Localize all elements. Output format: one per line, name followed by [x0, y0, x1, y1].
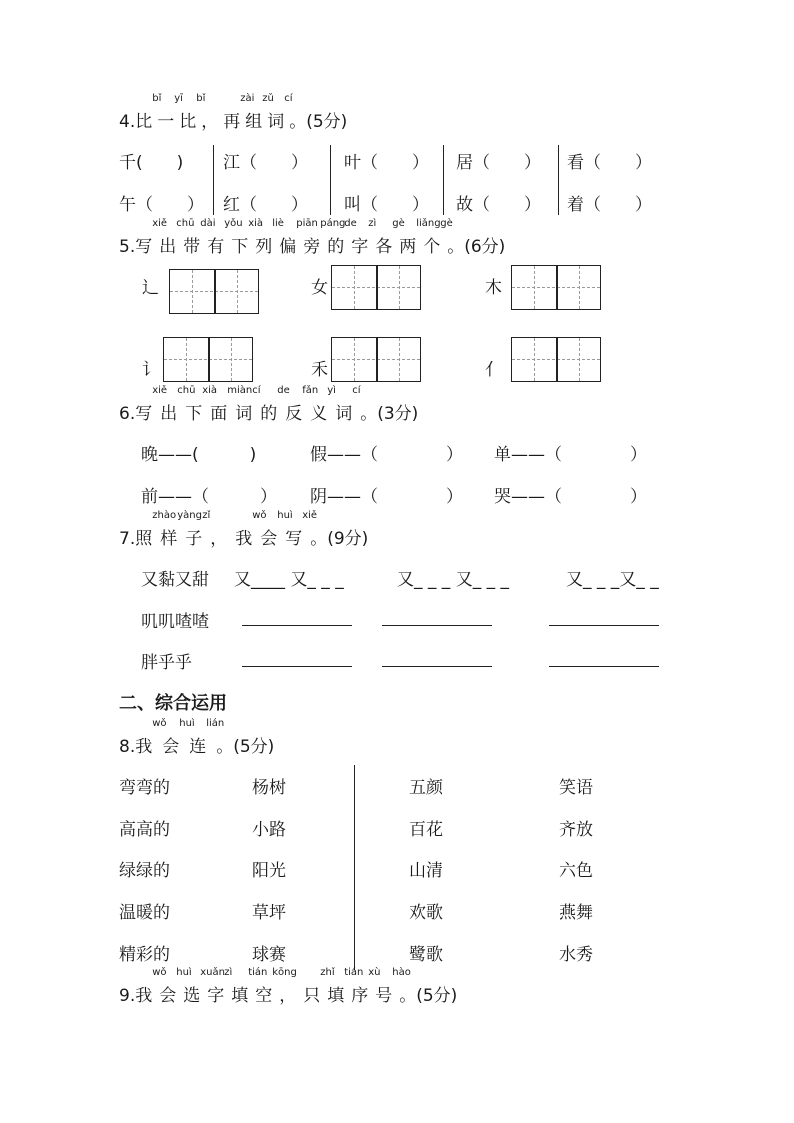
- writing-grid[interactable]: [511, 337, 601, 382]
- match-word[interactable]: 弯弯的: [119, 778, 170, 798]
- match-word[interactable]: 球赛: [252, 945, 286, 965]
- hanzi: 偏: [279, 237, 297, 257]
- match-word[interactable]: 百花: [409, 820, 443, 840]
- hanzi-with-pinyin: [179, 93, 206, 132]
- hanzi-with-pinyin: [210, 524, 227, 549]
- pinyin: xià: [248, 218, 264, 229]
- pinyin: zì: [224, 967, 233, 978]
- hanzi: 面: [210, 404, 228, 424]
- question-number: 4.: [119, 112, 136, 132]
- pinyin: wǒ: [152, 718, 167, 729]
- pinyin: dài: [200, 218, 216, 229]
- pinyin: yì: [327, 385, 336, 396]
- hanzi-with-pinyin: [351, 218, 377, 257]
- hanzi: 我: [135, 737, 153, 757]
- hanzi: 我: [135, 986, 153, 1006]
- match-word[interactable]: 燕舞: [559, 903, 593, 923]
- hanzi-with-pinyin: [135, 218, 168, 257]
- pinyin: zǔ: [262, 93, 274, 104]
- antonym-item: 阴——（ ）: [310, 487, 463, 507]
- q4-row2-item: 着（ ）: [567, 195, 652, 215]
- antonym-item: 哭——（ ）: [494, 487, 647, 507]
- hanzi-with-pinyin: [260, 385, 290, 424]
- hanzi: ，: [201, 112, 219, 132]
- pinyin: xiě: [152, 385, 168, 396]
- hanzi-with-pinyin: [135, 510, 177, 549]
- match-word[interactable]: 绿绿的: [119, 861, 170, 881]
- pinyin: liè: [272, 218, 284, 229]
- pinyin: xiě: [152, 218, 168, 229]
- match-word[interactable]: 欢歌: [409, 903, 443, 923]
- hanzi: 词: [267, 112, 285, 132]
- pinyin: zǐ: [202, 510, 211, 521]
- match-word[interactable]: 五颜: [409, 778, 443, 798]
- antonym-item: 前——（ ）: [141, 487, 277, 507]
- hanzi-with-pinyin: [231, 967, 268, 1006]
- match-word[interactable]: 山清: [409, 861, 443, 881]
- pinyin: gè: [392, 218, 405, 229]
- match-word[interactable]: 阳光: [252, 861, 286, 881]
- question-number: 8.: [119, 737, 136, 757]
- match-word[interactable]: 杨树: [252, 778, 286, 798]
- pinyin: kōng: [272, 967, 297, 978]
- writing-grid[interactable]: [331, 265, 421, 310]
- score-note: 。(5分): [289, 112, 348, 132]
- hanzi-with-pinyin: [375, 967, 411, 1006]
- hanzi: 写: [135, 237, 153, 257]
- hanzi-with-pinyin: [279, 218, 318, 257]
- answer-line[interactable]: [242, 625, 352, 626]
- hanzi: 出: [160, 404, 178, 424]
- pinyin: zhǐ: [320, 967, 335, 978]
- pinyin: yī: [174, 93, 183, 104]
- hanzi: 各: [375, 237, 393, 257]
- pinyin: huì: [179, 718, 195, 729]
- q4-divider: [213, 145, 214, 215]
- pinyin: zhào: [152, 510, 177, 521]
- radical-label: 女: [311, 278, 328, 298]
- q4-divider: [330, 145, 331, 215]
- q9-title: [119, 967, 458, 1006]
- hanzi: 填: [231, 986, 249, 1006]
- score-note: 。(9分): [310, 529, 369, 549]
- match-word[interactable]: 齐放: [559, 820, 593, 840]
- pinyin: huì: [176, 967, 192, 978]
- answer-line[interactable]: [382, 666, 492, 667]
- pinyin: bǐ: [196, 93, 206, 104]
- pinyin: tián: [248, 967, 268, 978]
- radical-label: 亻: [485, 360, 502, 380]
- hanzi-with-pinyin: [335, 385, 361, 424]
- pinyin: cí: [352, 385, 361, 396]
- q7-title: [119, 510, 369, 549]
- match-word[interactable]: 草坪: [252, 903, 286, 923]
- pattern-blank: 又____ 又_ _ _: [234, 570, 344, 590]
- pinyin: tián: [344, 967, 364, 978]
- radical-label: 讠: [142, 360, 159, 380]
- hanzi-with-pinyin: [135, 718, 167, 757]
- hanzi: 我: [235, 529, 253, 549]
- hanzi: 写: [285, 529, 303, 549]
- hanzi: 列: [255, 237, 273, 257]
- pinyin: xiě: [302, 510, 318, 521]
- hanzi: 个: [423, 237, 441, 257]
- radical-label: 木: [485, 278, 502, 298]
- hanzi: 选: [183, 986, 201, 1006]
- pinyin: huì: [277, 510, 293, 521]
- q4-row1-item: 看（ ）: [567, 153, 652, 173]
- pinyin: wǒ: [152, 967, 167, 978]
- q4-row1-item: 千( ): [119, 153, 184, 173]
- hanzi-with-pinyin: [399, 218, 441, 257]
- pinyin: bǐ: [152, 93, 162, 104]
- answer-line[interactable]: [549, 625, 659, 626]
- match-word[interactable]: 鹭歌: [409, 945, 443, 965]
- hanzi: 会: [260, 529, 278, 549]
- hanzi: 比: [179, 112, 197, 132]
- pinyin: yàng: [177, 510, 202, 521]
- pinyin: hào: [392, 967, 411, 978]
- writing-grid[interactable]: [169, 269, 259, 314]
- q4-row1-item: 江（ ）: [223, 153, 308, 173]
- hanzi-with-pinyin: [201, 107, 218, 132]
- hanzi: 组: [245, 112, 263, 132]
- hanzi: 反: [285, 404, 303, 424]
- hanzi: 照: [135, 529, 153, 549]
- match-word[interactable]: 六色: [559, 861, 593, 881]
- pinyin: chū: [176, 218, 195, 229]
- hanzi-with-pinyin: [235, 510, 267, 549]
- example-word: 又黏又甜: [141, 570, 209, 590]
- pinyin: fǎn: [302, 385, 319, 396]
- hanzi-with-pinyin: [223, 93, 255, 132]
- pattern-blank: 又_ _ _ 又_ _ _: [397, 570, 510, 590]
- pinyin: liǎng: [416, 218, 441, 229]
- hanzi: ，: [279, 986, 297, 1006]
- hanzi-with-pinyin: [162, 718, 195, 757]
- section-heading: 二、综合运用: [119, 693, 227, 714]
- match-word[interactable]: 高高的: [119, 820, 170, 840]
- question-number: 7.: [119, 529, 136, 549]
- match-word[interactable]: 小路: [252, 820, 286, 840]
- pinyin: piān: [296, 218, 318, 229]
- writing-grid[interactable]: [331, 337, 421, 382]
- pinyin: chū: [177, 385, 196, 396]
- q4-row1-item: 叶（ ）: [344, 153, 429, 173]
- hanzi: 填: [327, 986, 345, 1006]
- match-word[interactable]: 笑语: [559, 778, 593, 798]
- hanzi: 的: [327, 237, 345, 257]
- q8-title: [119, 718, 275, 757]
- hanzi: 只: [303, 986, 321, 1006]
- hanzi: 连: [189, 737, 207, 757]
- pinyin: cí: [252, 385, 261, 396]
- hanzi: 子: [185, 529, 203, 549]
- pinyin: de: [277, 385, 290, 396]
- pattern-blank: 又_ _ _又_ _: [566, 570, 659, 590]
- hanzi: ，: [210, 529, 228, 549]
- antonym-item: 晚——( ): [141, 445, 257, 465]
- question-number: 5.: [119, 237, 136, 257]
- hanzi: 号: [375, 986, 393, 1006]
- q6-title: [119, 385, 419, 424]
- score-note: 。(6分): [447, 237, 506, 257]
- score-note: 。(5分): [216, 737, 275, 757]
- hanzi: 词: [335, 404, 353, 424]
- hanzi: 下: [185, 404, 203, 424]
- pinyin: cí: [284, 93, 293, 104]
- hanzi: 旁: [303, 237, 321, 257]
- hanzi: 再: [223, 112, 241, 132]
- match-word[interactable]: 精彩的: [119, 945, 170, 965]
- answer-line[interactable]: [382, 625, 492, 626]
- writing-grid[interactable]: [511, 265, 601, 310]
- hanzi: 词: [235, 404, 253, 424]
- q5-title: [119, 218, 506, 257]
- hanzi: 序: [351, 986, 369, 1006]
- question-number: 9.: [119, 986, 136, 1006]
- match-word[interactable]: 水秀: [559, 945, 593, 965]
- radical-label: 辶: [142, 278, 159, 298]
- hanzi: 一: [157, 112, 175, 132]
- q4-row2-item: 午（ ）: [119, 195, 204, 215]
- writing-grid[interactable]: [163, 337, 253, 382]
- q4-row2-item: 故（ ）: [456, 195, 541, 215]
- question-number: 6.: [119, 404, 136, 424]
- score-note: 。(5分): [399, 986, 458, 1006]
- hanzi: 字: [207, 986, 225, 1006]
- answer-line[interactable]: [549, 666, 659, 667]
- hanzi-with-pinyin: [135, 93, 162, 132]
- answer-line[interactable]: [242, 666, 352, 667]
- hanzi: 下: [231, 237, 249, 257]
- pinyin: wǒ: [252, 510, 267, 521]
- hanzi: 会: [162, 737, 180, 757]
- pinyin: de: [344, 218, 357, 229]
- pinyin: xuǎn: [200, 967, 225, 978]
- q4-divider: [558, 145, 559, 215]
- pinyin: zì: [368, 218, 377, 229]
- hanzi: 写: [135, 404, 153, 424]
- score-note: 。(3分): [360, 404, 419, 424]
- example-word: 叽叽喳喳: [141, 612, 209, 632]
- hanzi: 比: [135, 112, 153, 132]
- hanzi: 有: [207, 237, 225, 257]
- hanzi: 出: [159, 237, 177, 257]
- match-word[interactable]: 温暖的: [119, 903, 170, 923]
- hanzi-with-pinyin: [260, 510, 293, 549]
- hanzi-with-pinyin: [135, 967, 167, 1006]
- q4-row2-item: 叫（ ）: [344, 195, 429, 215]
- pinyin: páng: [320, 218, 346, 229]
- hanzi: 样: [160, 529, 178, 549]
- hanzi: 会: [159, 986, 177, 1006]
- hanzi-with-pinyin: [375, 218, 405, 257]
- hanzi-with-pinyin: [279, 981, 296, 1006]
- hanzi: 带: [183, 237, 201, 257]
- hanzi: 两: [399, 237, 417, 257]
- pinyin: gè: [440, 218, 453, 229]
- pinyin: yǒu: [224, 218, 243, 229]
- hanzi: 字: [351, 237, 369, 257]
- pinyin: zài: [240, 93, 255, 104]
- pinyin: lián: [206, 718, 225, 729]
- pinyin: xià: [202, 385, 218, 396]
- hanzi: 义: [310, 404, 328, 424]
- antonym-item: 单——（ ）: [494, 445, 647, 465]
- pinyin: miàn: [227, 385, 253, 396]
- hanzi: 空: [255, 986, 273, 1006]
- example-word: 胖乎乎: [141, 653, 192, 673]
- q8-divider: [354, 765, 355, 970]
- q4-row1-item: 居（ ）: [456, 153, 541, 173]
- hanzi-with-pinyin: [303, 967, 335, 1006]
- hanzi: 的: [260, 404, 278, 424]
- hanzi-with-pinyin: [285, 385, 319, 424]
- pinyin: xù: [368, 967, 381, 978]
- antonym-item: 假——（ ）: [310, 445, 463, 465]
- hanzi-with-pinyin: [135, 385, 168, 424]
- q4-title: [119, 93, 348, 132]
- q4-row2-item: 红（ ）: [223, 195, 308, 215]
- radical-label: 禾: [311, 360, 328, 380]
- hanzi-with-pinyin: [189, 718, 225, 757]
- q4-divider: [443, 145, 444, 215]
